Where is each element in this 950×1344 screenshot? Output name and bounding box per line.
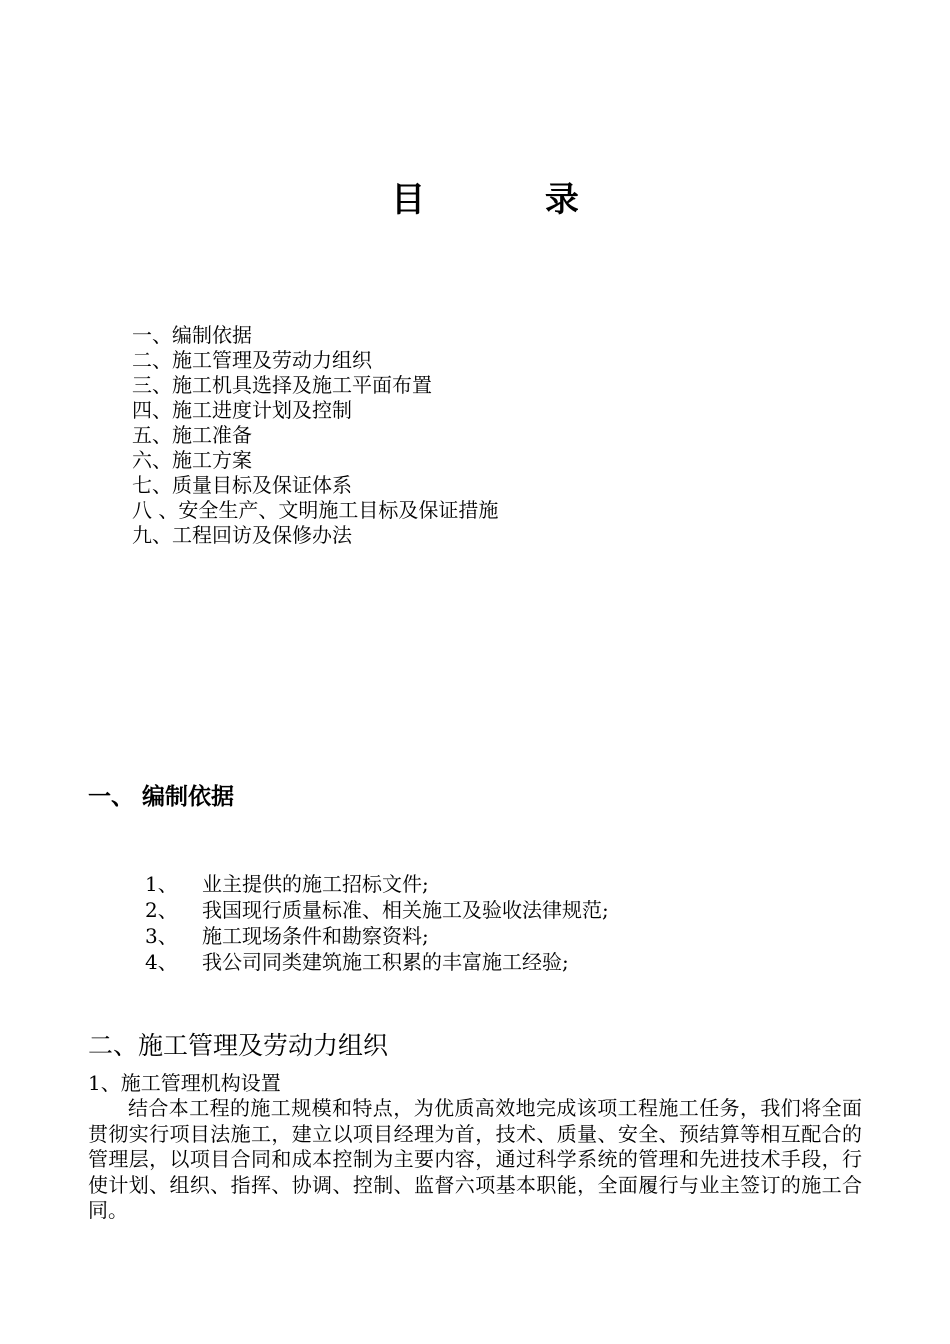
toc-item: 七、质量目标及保证体系 (132, 473, 352, 497)
list-item (145, 897, 609, 923)
list-item-number: 1、 (145, 872, 178, 896)
list-item-number: 3、 (145, 924, 178, 948)
toc-title: 目 录 (391, 180, 633, 220)
list-item (145, 871, 609, 897)
toc-item: 二、施工管理及劳动力组织 (132, 348, 372, 372)
toc-item: 六、施工方案 (132, 448, 252, 472)
list-item-number: 4、 (145, 950, 178, 974)
toc-item: 五、施工准备 (132, 423, 252, 447)
toc-item: 四、施工进度计划及控制 (132, 398, 352, 422)
list-item-text: 业主提供的施工招标文件; (202, 872, 429, 896)
list-item-text: 我公司同类建筑施工积累的丰富施工经验; (202, 950, 569, 974)
basis-list (145, 871, 609, 975)
toc-item: 八 、安全生产、文明施工目标及保证措施 (132, 498, 499, 522)
section2-heading: 二、施工管理及劳动力组织 (88, 1031, 389, 1060)
section1-heading: 一、 编制依据 (88, 784, 235, 810)
list-item (145, 949, 609, 975)
toc-item: 三、施工机具选择及施工平面布置 (132, 373, 432, 397)
toc-item: 一、编制依据 (132, 323, 252, 347)
body-paragraph: 结合本工程的施工规模和特点，为优质高效地完成该项工程施工任务，我们将全面贯彻实行项目法施工，建立以项目经理为首，技术、质量、安全、预结算等相互配合的管理层，以项目合同和成本控制为主要内容，通过科学系统的管理和先进技术手段，行使计划、组织、指挥、协调、控制、监督六项基本职能，全面履行与业主签订的施工合同。 (88, 1096, 862, 1222)
toc-list (132, 323, 498, 548)
section2-subheading: 1、施工管理机构设置 (88, 1071, 281, 1095)
toc-item: 九、工程回访及保修办法 (132, 523, 352, 547)
list-item-text: 施工现场条件和勘察资料; (202, 924, 429, 948)
list-item-number: 2、 (145, 898, 178, 922)
list-item (145, 923, 609, 949)
list-item-text: 我国现行质量标准、相关施工及验收法律规范; (202, 898, 609, 922)
